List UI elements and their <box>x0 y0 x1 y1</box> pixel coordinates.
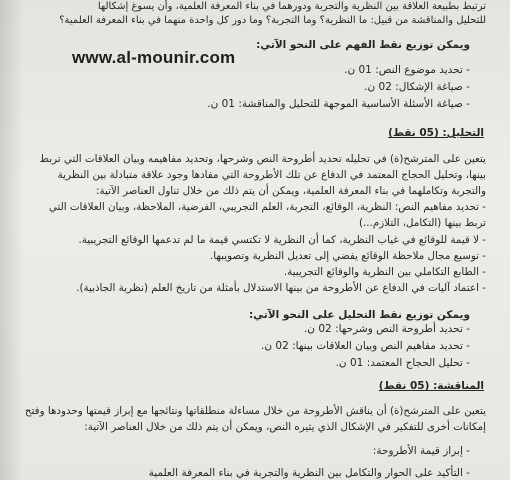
analysis-paragraph-line-3: والتجربة وتكاملهما في بناء المعرفة العلمية، ويمكن أن يتم ذلك من خلال تناول العناصر الآتية: <box>95 185 486 197</box>
discussion-heading: المناقشة: (05 نقط) <box>378 380 484 392</box>
analysis-paragraph-line-1: يتعين على المترشح(ة) في تحليله تحديد أطروحة النص وشرحها، وتحديد مفاهيمه وبيان العلاقات التي تربط <box>39 153 486 165</box>
analysis-criterion-2: - تحديد مفاهيم النص وبيان العلاقات بينها: 02 ن. <box>261 340 470 352</box>
analysis-item-5: - اعتماد آليات في الدفاع عن الأطروحة من بينها الاستدلال بأمثلة من تاريخ العلم (نظرية الجاذبية). <box>76 282 486 294</box>
page-shadow <box>0 0 24 480</box>
analysis-heading: التحليل: (05 نقط) <box>388 127 484 139</box>
analysis-item-1: - تحديد مفاهيم النص: النظرية، الوقائع، التجربة، العلم التجريبي، الفرضية، الملاحظة، وبيان العلاقات التي <box>48 201 486 213</box>
understanding-criteria-intro: ويمكن توزيع نقط الفهم على النحو الآتي: <box>256 39 470 51</box>
discussion-item-2: - التأكيد على الحوار والتكامل بين النظرية والتجربة في بناء المعرفة العلمية <box>148 467 470 479</box>
watermark-url: www.al-mounir.com <box>72 48 236 67</box>
understanding-criterion-2: - صياغة الإشكال: 02 ن. <box>364 81 470 93</box>
discussion-paragraph-line-1: يتعين على المترشح(ة) أن يناقش الأطروحة من خلال مساءلة منطلقاتها ونتائجها مع إبراز قيمتها وحدودها وفتح <box>24 405 486 417</box>
analysis-item-3: - توسيع مجال ملاحظة الوقائع يفضي إلى تعديل النظرية وتصويبها. <box>210 250 486 262</box>
analysis-item-2: - لا قيمة للوقائع في غياب النظرية، كما أن النظرية لا تكتسي قيمة ما لم تدعمها الوقائع التجريبية. <box>78 234 486 246</box>
intro-line-2: للتحليل والمناقشة من قبيل: ما النظرية؟ وما التجربة؟ وما دور كل واحدة منهما في بناء المعرفة العلمية؟ <box>59 15 486 26</box>
understanding-criterion-1: - تحديد موضوع النص: 01 ن. <box>344 64 470 76</box>
analysis-criteria-intro: ويمكن توزيع نقط التحليل على النحو الآتي: <box>248 309 470 321</box>
discussion-item-1: - إبراز قيمة الأطروحة: <box>372 445 470 457</box>
analysis-item-1-continued: تربط بينها (التكامل، التلازم...) <box>359 217 486 229</box>
analysis-criterion-3: - تحليل الحجاج المعتمد: 01 ن. <box>335 357 470 369</box>
analysis-paragraph-line-2: بينها، وتحليل الحجاج المعتمد في الدفاع عن تلك الأطروحة التي مفادها وجود علاقة متبادلة بين النظرية <box>57 169 486 181</box>
analysis-item-4: - الطابع التكاملي بين النظرية والوقائع التجريبية. <box>283 266 486 278</box>
discussion-paragraph-line-2: إمكانات أخرى للتفكير في الإشكال الذي يثيره النص، ويمكن أن يتم ذلك من خلال العناصر الآتية: <box>84 421 486 433</box>
analysis-criterion-1: - تحديد أطروحة النص وشرحها: 02 ن. <box>303 323 470 335</box>
intro-line-1: ترتبط بطبيعة العلاقة بين النظرية والتجربة ودورهما في بناء المعرفة العلمية، وأن يسوغ إشكالها <box>97 1 486 12</box>
understanding-criterion-3: - صياغة الأسئلة الأساسية الموجهة للتحليل والمناقشة: 01 ن. <box>207 98 470 110</box>
